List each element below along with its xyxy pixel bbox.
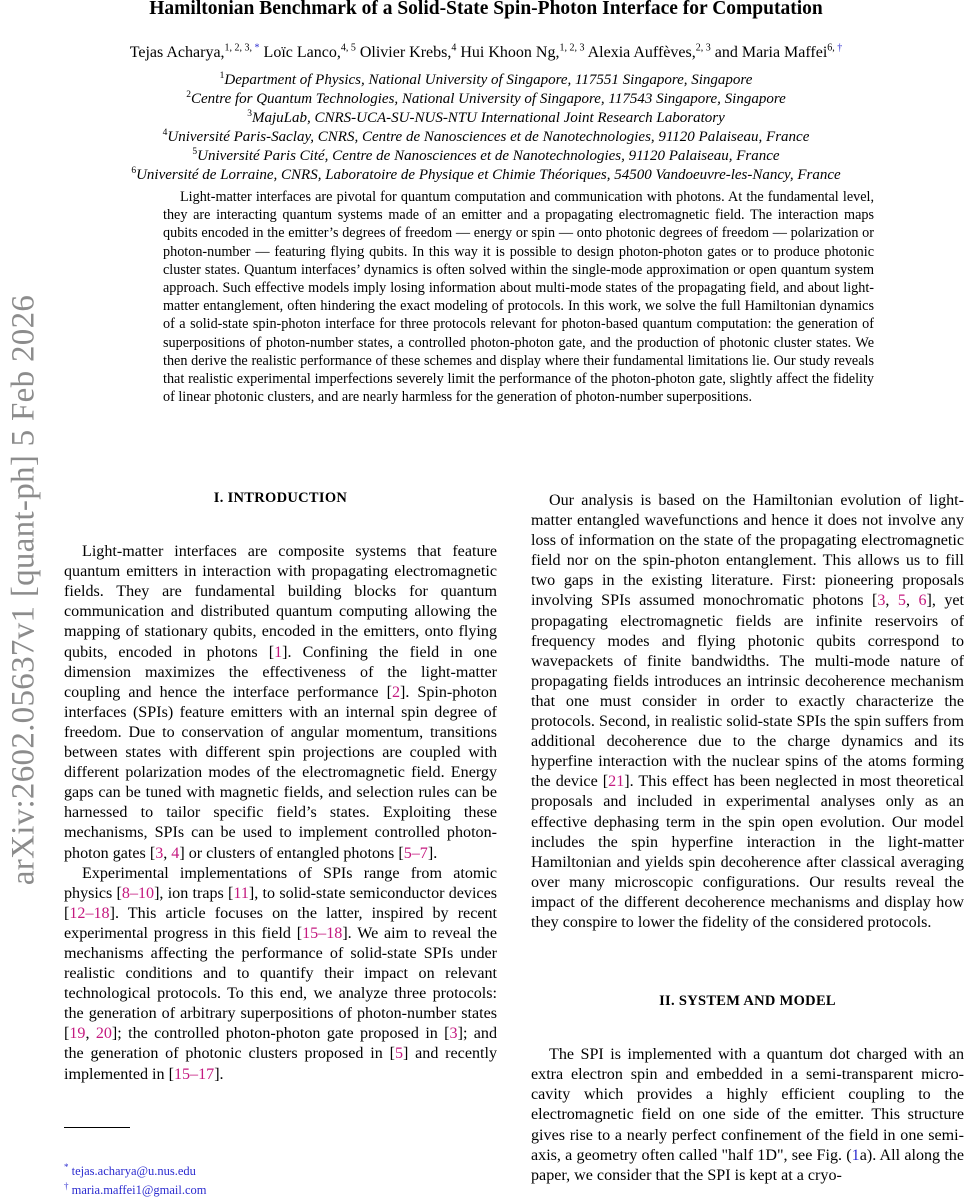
arxiv-identifier[interactable]: arXiv:2602.05637v1 [quant-ph] 5 Feb 2026 [5,294,42,886]
citation-link[interactable]: 15–18 [302,924,343,942]
footnote-rule [64,1127,130,1128]
affiliation: $^1$Department of Physics, National University of Singapore, 117551 Singapore, Singapore [219,71,753,88]
right-column [531,491,964,1186]
citation-link[interactable]: 6 [918,592,927,610]
citation-link[interactable]: 3 [155,844,164,862]
author: Tejas Acharya,$^{1, 2, 3,}$ * [129,43,260,62]
affiliation: $^2$Centre for Quantum Technologies, National University of Singapore, 117543 Singapore, Singapore [186,90,786,107]
citation-link[interactable]: 4 [171,844,180,862]
author: Alexia Auffèves,$^{2, 3}$ [587,43,711,62]
citation-link[interactable]: 21 [608,773,625,791]
affiliation: $^5$Université Paris Cité, Centre de Nanosciences et de Nanotechnologies, 91120 Palaiseau, France [192,147,780,164]
arxiv-sidebar [0,270,48,910]
paper-title: Hamiltonian Benchmark of a Solid-State Spin-Photon Interface for Computation [149,0,823,19]
abstract: Light-matter interfaces are pivotal for quantum computation and communication with photons. At the fundamental level, they are interacting quantum systems made of an emitter and a propagating electromagnetic field. The interaction maps qubits encoded in the emitter’s degrees of freedom — energy or spin — onto photonic degrees of freedom — polarization or photon-number — featuring flying qubits. In this way it is possible to design photon-photon gates or to produce photonic cluster states. Quantum interfaces’ dynamics is often solved within the single-mode approximation or open quantum system approach. Such effective models imply losing information about multi-mode states of the propagating field, and about light-matter entanglement, often hindering the exact modeling of protocols. In this work, we solve the full Hamiltonian dynamics of a solid-state spin-photon interface for three protocols relevant for photon-based quantum computation: the generation of superpositions of photon-number states, a controlled photon-photon gate, and the production of photonic cluster states. We then derive the realistic performance of these schemes and display where their fundamental limitations lie. Our study reveals that realistic experimental imperfections severely limit the performance of the photon-photon gate, slightly affect the fidelity of linear photonic clusters, and are nearly harmless for the generation of photon-number superpositions. [163,189,874,406]
citation-link[interactable]: 1 [274,643,283,661]
section-heading: I. INTRODUCTION [213,490,348,506]
citation-link[interactable]: 2 [391,683,400,701]
paragraph: The SPI is implemented with a quantum dot charged with an extra electron spin and embedded in a semi-transparent micro-cavity which provides a highly efficient coupling to the electromagnetic field on one side of the emitter. This structure gives rise to a nearly perfect confinement of the field in one semi-axis, a geometry often called "half 1D", see Fig. (1a). All along the paper, we consider that the SPI is kept at a cryo- [531,1046,964,1184]
paragraph: Experimental implementations of SPIs range from atomic physics [8–10], ion traps [11], to solid-state semiconductor devices [12–18]. This article focuses on the latter, inspired by recent experimental progress in this field [15–18]. We aim to reveal the mechanisms affecting the performance of solid-state SPIs under realistic conditions and to quantify their impact on relevant technological protocols. To this end, we analyze three protocols: the generation of arbitrary superpositions of photon-number states [19, 20]; the controlled photon-photon gate proposed in [3]; and the generation of photonic clusters proposed in [5] and recently implemented in [15–17]. [64,864,498,1083]
footnote: * tejas.acharya@u.nus.edu [64,1162,196,1179]
paragraph: Light-matter interfaces are composite systems that feature quantum emitters in interaction with propagating electromagnetic fields. They are fundamental building blocks for quantum communication and distributed quantum computing allowing the mapping of stationary qubits, encoded in the emitters, onto flying qubits, encoded in photons [1]. Confining the field in one dimension maximizes the effectiveness of the light-matter coupling and hence the interface performance [2]. Spin-photon interfaces (SPIs) feature emitters with an internal spin degree of freedom. Due to conservation of angular momentum, transitions between states with different spin projections are coupled with different polarization modes of the electromagnetic field. Energy gaps can be tuned with magnetic fields, and selection rules can be harnessed to tailor specific field’s states. Exploiting these mechanisms, SPIs can be used to implement controlled photon-photon gates [3, 4] or clusters of entangled photons [5–7]. [64,543,497,862]
citation-link[interactable]: 20 [95,1025,112,1043]
citation-link[interactable]: 3 [877,592,886,610]
citation-link[interactable]: 8–10 [121,884,155,902]
email-link[interactable]: tejas.acharya@u.nus.edu [71,1164,196,1179]
left-column [64,488,497,1085]
citation-link[interactable]: 19 [69,1025,86,1043]
section-heading: II. SYSTEM AND MODEL [659,993,836,1010]
footnote-link[interactable]: * [254,43,260,54]
footnote-link[interactable]: † [837,43,843,54]
citation-link[interactable]: 11 [233,884,249,902]
author: Hui Khoon Ng,$^{1, 2, 3}$ [460,43,585,62]
author-list [0,39,972,63]
citation-link[interactable]: 15–17 [173,1065,215,1083]
affiliation: $^3$MajuLab, CNRS-UCA-SU-NUS-NTU International Joint Research Laboratory [247,109,725,126]
citation-link[interactable]: 12–18 [69,904,110,922]
affiliation: $^6$Université de Lorraine, CNRS, Laboratoire de Physique et Chimie Théoriques, 54500 Vandoeuvre-les-Nancy, France [131,166,841,183]
author: Olivier Krebs,$^4$ [359,43,457,62]
email-link[interactable]: maria.maffei1@gmail.com [71,1183,207,1198]
paragraph: Our analysis is based on the Hamiltonian evolution of light-matter entangled wavefunctions and hence it does not involve any loss of information on the state of the propagating electromagnetic field nor on the spin-photon entanglement. This allows us to fill two gaps in the existing literature. First: pioneering proposals involving SPIs assumed monochromatic photons [3, 5, 6], yet propagating electromagnetic fields are infinite reservoirs of frequency modes and flying photonic qubits correspond to wavepackets of finite bandwidths. The multi-mode nature of propagating fields introduces an intrinsic decoherence mechanism that one must consider in order to exactly characterize the protocols. Second, in realistic solid-state SPIs the spin suffers from additional decoherence due to the charge dynamics and its hyperfine interaction with the nuclear spins of the atoms forming the device [21]. This effect has been neglected in most theoretical proposals and included in experimental analyses only as an effective dephasing term in the spin open evolution. Our model includes the spin hyperfine interaction in the light-matter Hamiltonian and yields spin decoherence after classical averaging over many microscopic configurations. Our results reveal the impact of the different decoherence mechanisms and display how they conspire to lower the fidelity of the considered protocols. [531,492,965,931]
footnote: † maria.maffei1@gmail.com [64,1181,207,1198]
author: Loïc Lanco,$^{4, 5}$ [263,43,356,62]
figure-link[interactable]: 1 [851,1146,860,1164]
citation-link[interactable]: 5 [897,592,906,610]
affiliation: $^4$Université Paris-Saclay, CNRS, Centre de Nanosciences et de Nanotechnologies, 91120 Palaiseau, France [162,128,810,145]
citation-link[interactable]: 3 [449,1025,458,1043]
citation-link[interactable]: 5–7 [403,844,428,862]
citation-link[interactable]: 5 [394,1045,403,1063]
author: and Maria Maffei$^{6,}$ † [714,43,843,62]
